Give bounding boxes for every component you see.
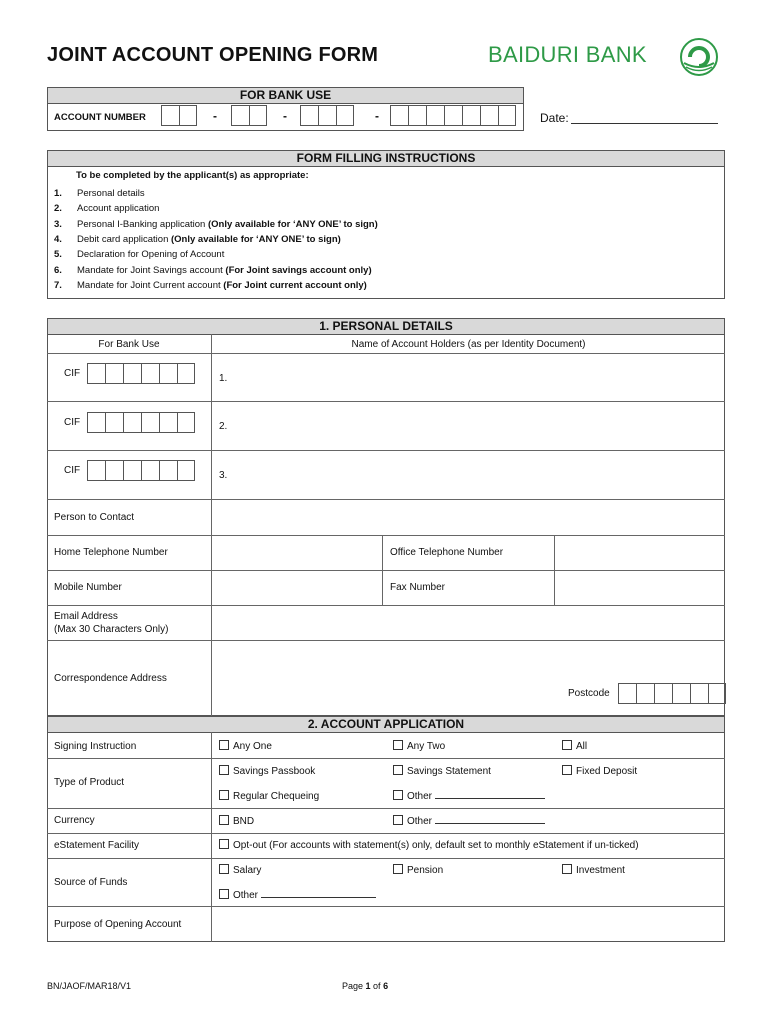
type-of-product-label: Type of Product <box>54 777 125 788</box>
home-phone-label: Home Telephone Number <box>54 547 168 558</box>
purpose-label: Purpose of Opening Account <box>54 919 182 930</box>
currency-other-checkbox[interactable]: Other <box>393 815 545 827</box>
names-heading: Name of Account Holders (as per Identity Document) <box>351 339 586 350</box>
signing-any-one-checkbox[interactable]: Any One <box>219 740 272 752</box>
instruction-text: Account application <box>77 203 160 215</box>
bank-use-heading: FOR BANK USE <box>47 87 524 104</box>
instruction-number: 6. <box>54 264 62 276</box>
cif-cells-1[interactable] <box>87 363 195 384</box>
instructions-intro: To be completed by the applicant(s) as appropriate: <box>76 170 309 181</box>
instruction-text: Mandate for Joint Current account <box>77 279 224 291</box>
mobile-label: Mobile Number <box>54 582 122 593</box>
instruction-number: 1. <box>54 188 62 199</box>
funds-pension-checkbox[interactable]: Pension <box>393 864 443 876</box>
instruction-text: Mandate for Joint Savings account <box>77 264 226 276</box>
funds-other-checkbox[interactable]: Other <box>219 889 376 901</box>
instruction-text: Personal details <box>77 188 145 199</box>
separator: - <box>283 109 287 123</box>
account-application-heading: 2. ACCOUNT APPLICATION <box>47 716 725 733</box>
instruction-item <box>77 234 341 245</box>
bank-name: BAIDURI BANK <box>488 42 647 67</box>
holder-3: 3. <box>219 470 228 481</box>
funds-salary-checkbox[interactable]: Salary <box>219 864 261 876</box>
personal-details-heading: 1. PERSONAL DETAILS <box>47 318 725 335</box>
instruction-number: 3. <box>54 218 62 230</box>
fixed-deposit-checkbox[interactable]: Fixed Deposit <box>562 765 637 777</box>
account-number-cells-3[interactable] <box>300 105 354 126</box>
office-phone-label: Office Telephone Number <box>390 547 504 558</box>
instruction-item <box>77 219 378 230</box>
instruction-item <box>77 188 145 199</box>
source-of-funds-label: Source of Funds <box>54 877 128 888</box>
instruction-text: Declaration for Opening of Account <box>77 249 225 261</box>
cif-label: CIF <box>64 368 81 379</box>
separator: - <box>213 109 217 123</box>
page-number: Page 1 of 6 <box>342 981 389 991</box>
savings-passbook-checkbox[interactable]: Savings Passbook <box>219 765 315 777</box>
instruction-item <box>77 280 367 291</box>
instruction-note: (Only available for ‘ANY ONE’ to sign) <box>207 218 378 230</box>
instruction-text: Personal I-Banking application <box>77 218 208 230</box>
cif-label: CIF <box>64 417 81 428</box>
account-number-cells-4[interactable] <box>390 105 516 126</box>
person-to-contact-label: Person to Contact <box>54 512 135 523</box>
email-limit-label: (Max 30 Characters Only) <box>54 624 169 635</box>
savings-statement-checkbox[interactable]: Savings Statement <box>393 765 491 777</box>
currency-label: Currency <box>54 815 95 826</box>
form-code: BN/JAOF/MAR18/V1 <box>47 981 132 991</box>
regular-chequeing-checkbox[interactable]: Regular Chequeing <box>219 790 319 802</box>
estatement-opt-out-checkbox[interactable]: Opt-out (For accounts with statement(s) only, default set to monthly eStatement if un-ticked) <box>219 839 639 851</box>
instruction-item <box>77 203 159 214</box>
personal-details-box <box>47 334 725 716</box>
signing-any-two-checkbox[interactable]: Any Two <box>393 740 445 752</box>
instruction-text: Debit card application <box>77 233 171 245</box>
signing-instruction-label: Signing Instruction <box>54 741 137 752</box>
separator: - <box>375 109 379 123</box>
for-bank-use-label: For Bank Use <box>98 339 160 350</box>
funds-investment-checkbox[interactable]: Investment <box>562 864 625 876</box>
signing-all-checkbox[interactable]: All <box>562 740 587 752</box>
instruction-number: 5. <box>54 249 62 261</box>
cif-cells-3[interactable] <box>87 460 195 481</box>
account-application-box <box>47 732 725 942</box>
fax-label: Fax Number <box>390 582 446 593</box>
instruction-note: (For Joint savings account only) <box>225 264 372 276</box>
instruction-number: 4. <box>54 233 62 245</box>
instruction-note: (For Joint current account only) <box>223 279 367 291</box>
email-label: Email Address <box>54 611 118 622</box>
currency-bnd-checkbox[interactable]: BND <box>219 815 254 827</box>
form-title: JOINT ACCOUNT OPENING FORM <box>47 44 379 66</box>
instructions-heading: FORM FILLING INSTRUCTIONS <box>47 150 725 167</box>
account-number-cells-2[interactable] <box>231 105 267 126</box>
instruction-item <box>77 265 372 276</box>
date-label: Date: <box>540 111 569 125</box>
product-other-checkbox[interactable]: Other <box>393 790 545 802</box>
bank-logo-icon <box>676 37 722 77</box>
account-number-label: ACCOUNT NUMBER <box>54 112 146 123</box>
instruction-note: (Only available for ‘ANY ONE’ to sign) <box>171 233 341 245</box>
instruction-number: 2. <box>54 203 62 215</box>
postcode-cells[interactable] <box>618 683 726 704</box>
estatement-label: eStatement Facility <box>54 840 140 851</box>
instruction-item <box>77 249 224 260</box>
date-field[interactable] <box>571 123 718 124</box>
account-number-cells-1[interactable] <box>161 105 197 126</box>
instruction-number: 7. <box>54 279 62 291</box>
postcode-label: Postcode <box>568 688 610 699</box>
holder-2: 2. <box>219 421 228 432</box>
holder-1: 1. <box>219 373 228 384</box>
correspondence-label: Correspondence Address <box>54 673 167 684</box>
cif-label: CIF <box>64 465 81 476</box>
cif-cells-2[interactable] <box>87 412 195 433</box>
